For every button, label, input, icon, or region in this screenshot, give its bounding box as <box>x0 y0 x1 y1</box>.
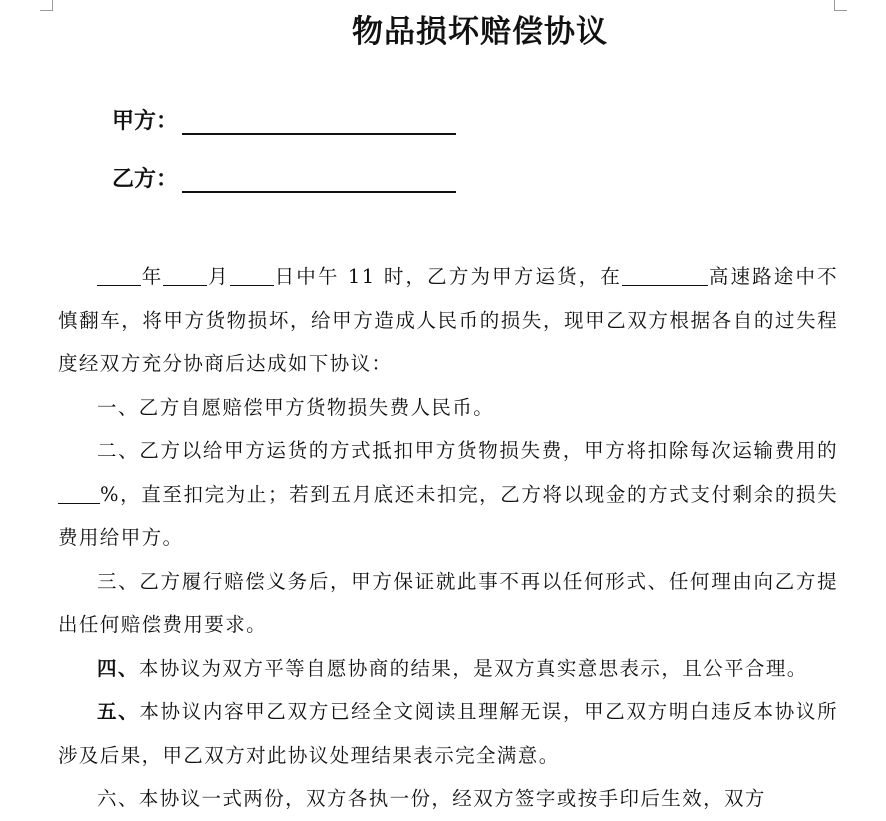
clause-3: 三、乙方履行赔偿义务后，甲方保证就此事不再以任何形式、任何理由向乙方提出任何赔偿费用要求。 <box>58 569 838 636</box>
clause-6-partial: 六、本协议一式两份，双方各执一份，经双方签字或按手印后生效，双方 <box>97 787 766 810</box>
agreement-body <box>58 255 838 821</box>
party-b-field <box>112 162 456 193</box>
clause-4: 四、本协议为双方平等自愿协商的结果，是双方真实意思表示，且公平合理。 <box>97 656 808 680</box>
party-a-label: 甲方： <box>112 109 179 134</box>
intro-paragraph: 年 月 日中午 11 时，乙方为甲方运货，在 高速路途中不慎翻车，将甲方货物损坏，给甲方造成人民币的损失，现甲乙双方根据各自的过失程度经双方充分协商后达成如下协议： <box>58 265 839 375</box>
party-b-label: 乙方： <box>112 167 179 192</box>
percent-blank[interactable] <box>58 483 100 504</box>
month-blank[interactable] <box>163 266 207 287</box>
clause-2: 二、乙方以给甲方运货的方式抵扣甲方货物损失费，甲方将扣除每次运输费用的%，直至扣完为止；若到五月底还未扣完，乙方将以现金的方式支付剩余的损失费用给甲方。 <box>58 439 838 549</box>
party-a-blank-line[interactable] <box>182 107 456 135</box>
year-blank[interactable] <box>97 266 141 287</box>
document-title: 物品损坏赔偿协议 <box>352 14 608 50</box>
day-blank[interactable] <box>230 266 274 287</box>
party-a-field <box>112 104 456 135</box>
clause-5: 五、本协议内容甲乙双方已经全文阅读且理解无误，甲乙双方明白违反本协议所涉及后果，甲乙双方对此协议处理结果表示完全满意。 <box>58 700 838 767</box>
party-b-blank-line[interactable] <box>182 165 456 193</box>
clause-1: 一、乙方自愿赔偿甲方货物损失费人民币。 <box>97 395 495 419</box>
location-blank[interactable] <box>622 266 708 287</box>
